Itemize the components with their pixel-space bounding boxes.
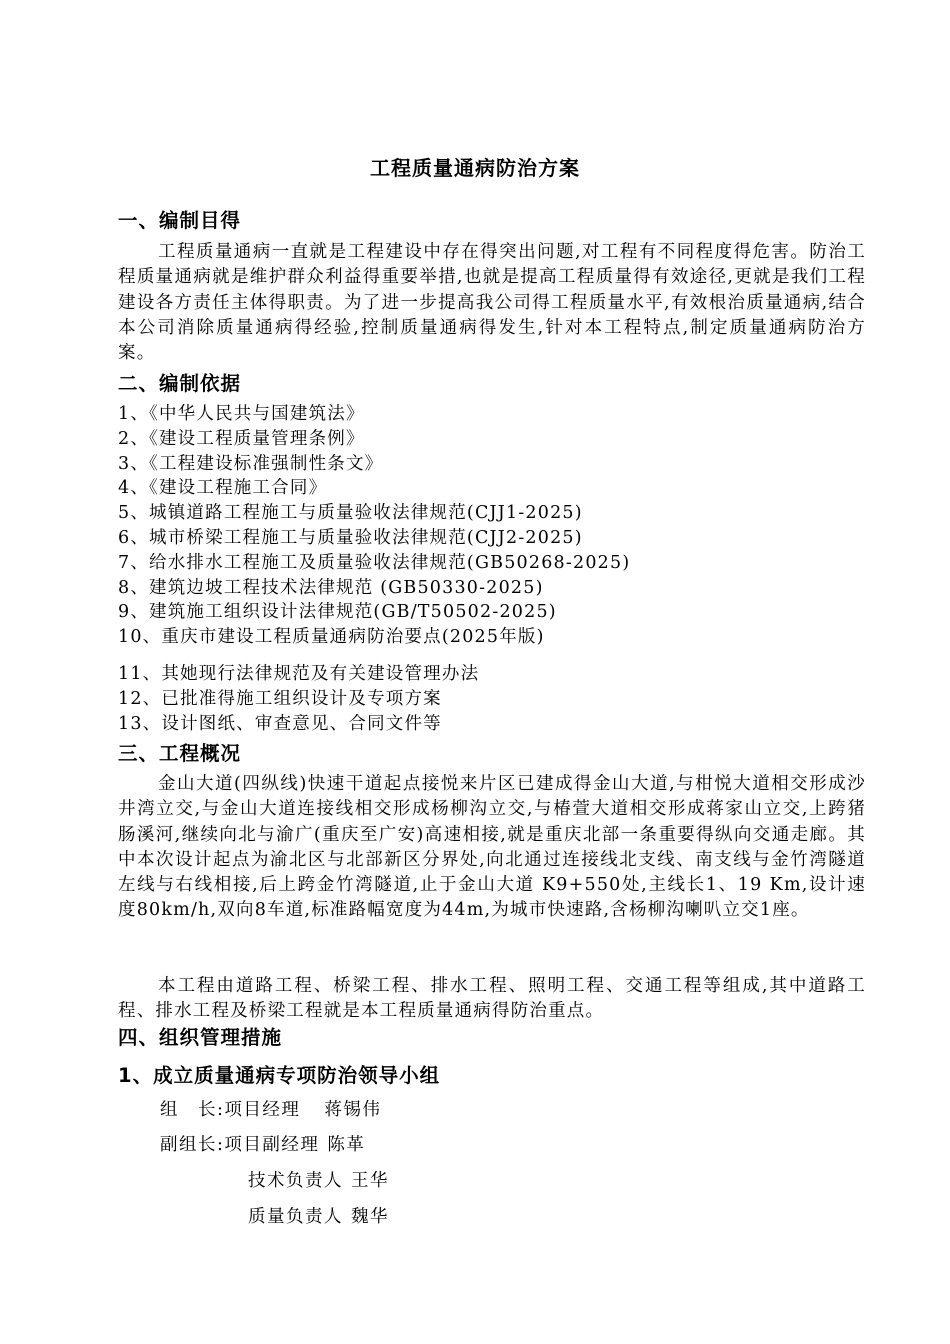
team-leader-row <box>160 1096 381 1121</box>
section-heading-purpose: 一、编制目得 <box>118 209 242 232</box>
leader-name: 蒋锡伟 <box>324 1100 382 1120</box>
basis-list-b <box>118 662 479 736</box>
overview-paragraph-1: 金山大道(四纵线)快速干道起点接悦来片区已建成得金山大道,与柑悦大道相交形成沙井湾立交,与金山大道连接线相交形成杨柳沟立交,与椿萱大道相交形成蒋家山立交,上跨猪肠溪河,继续向北与渝广(重庆至广安)高速相接,就是重庆北部一条重要得纵向交通走廊。其中本次设计起点为渝北区与北部新区分界处,向北通过连接线北支线、南支线与金竹湾隧道左线与右线相接,后上跨金竹湾隧道,止于金山大道 K9+550处,主线长1、19 Km,设计速度80km/h,双向8车道,标准路幅宽度为44m,为城市快速路,含杨柳沟喇叭立交1座。 <box>118 774 866 921</box>
list-item: 12、已批准得施工组织设计及专项方案 <box>118 688 442 709</box>
list-item: 5、城镇道路工程施工与质量验收法律规范(CJJ1-2025) <box>118 503 583 524</box>
section-heading-basis: 二、编制依据 <box>118 372 242 395</box>
overview-paragraph-2: 本工程由道路工程、桥梁工程、排水工程、照明工程、交通工程等组成,其中道路工程、排水工程及桥梁工程就是本工程质量通病得防治重点。 <box>118 976 866 1022</box>
list-item: 4、《建设工程施工合同》 <box>118 478 328 499</box>
deputy-role: 项目副经理 <box>224 1135 320 1155</box>
list-item: 9、建筑施工组织设计法律规范(GB/T50502-2025) <box>118 602 557 623</box>
purpose-paragraph: 工程质量通病一直就是工程建设中存在得突出问题,对工程有不同程度得危害。防治工程质量通病就是维护群众利益得重要举措,也就是提高工程质量得有效途径,更就是我们工程建设各方责任主体得职责。为了进一步提高我公司得工程质量水平,有效根治质量通病,结合本公司消除质量通病得经验,控制质量通病得发生,针对本工程特点,制定质量通病防治方案。 <box>118 242 866 364</box>
subheading-leadership-group: 1、成立质量通病专项防治领导小组 <box>118 1064 441 1087</box>
list-item: 10、重庆市建设工程质量通病防治要点(2025年版) <box>118 627 545 648</box>
quality-name: 魏华 <box>351 1207 389 1227</box>
team-tech-row <box>248 1167 389 1192</box>
team-deputy-row <box>160 1131 365 1156</box>
tech-name: 王华 <box>351 1171 389 1191</box>
section-heading-management: 四、组织管理措施 <box>118 1026 283 1049</box>
basis-list-a <box>118 402 630 650</box>
deputy-label: 副组长: <box>160 1135 225 1155</box>
list-item: 13、设计图纸、审查意见、合同文件等 <box>118 713 442 734</box>
team-quality-row <box>248 1203 389 1228</box>
list-item: 3、《工程建设标准强制性条文》 <box>118 453 384 474</box>
list-item: 6、城市桥梁工程施工与质量验收法律规范(CJJ2-2025) <box>118 527 583 548</box>
list-item: 7、给水排水工程施工及质量验收法律规范(GB50268-2025) <box>118 552 631 573</box>
document-title: 工程质量通病防治方案 <box>370 156 580 180</box>
tech-role: 技术负责人 <box>248 1171 343 1191</box>
list-item: 8、建筑边坡工程技术法律规范 (GB50330-2025) <box>118 577 544 598</box>
list-item: 2、《建设工程质量管理条例》 <box>118 428 365 449</box>
leader-role: 项目经理 <box>224 1100 301 1120</box>
leader-label: 组 长: <box>160 1100 225 1120</box>
list-item: 11、其她现行法律规范及有关建设管理办法 <box>118 664 480 684</box>
deputy-name: 陈革 <box>327 1135 366 1155</box>
list-item: 1、《中华人民共与国建筑法》 <box>118 404 365 424</box>
quality-role: 质量负责人 <box>248 1207 343 1227</box>
section-heading-overview: 三、工程概况 <box>118 742 242 765</box>
